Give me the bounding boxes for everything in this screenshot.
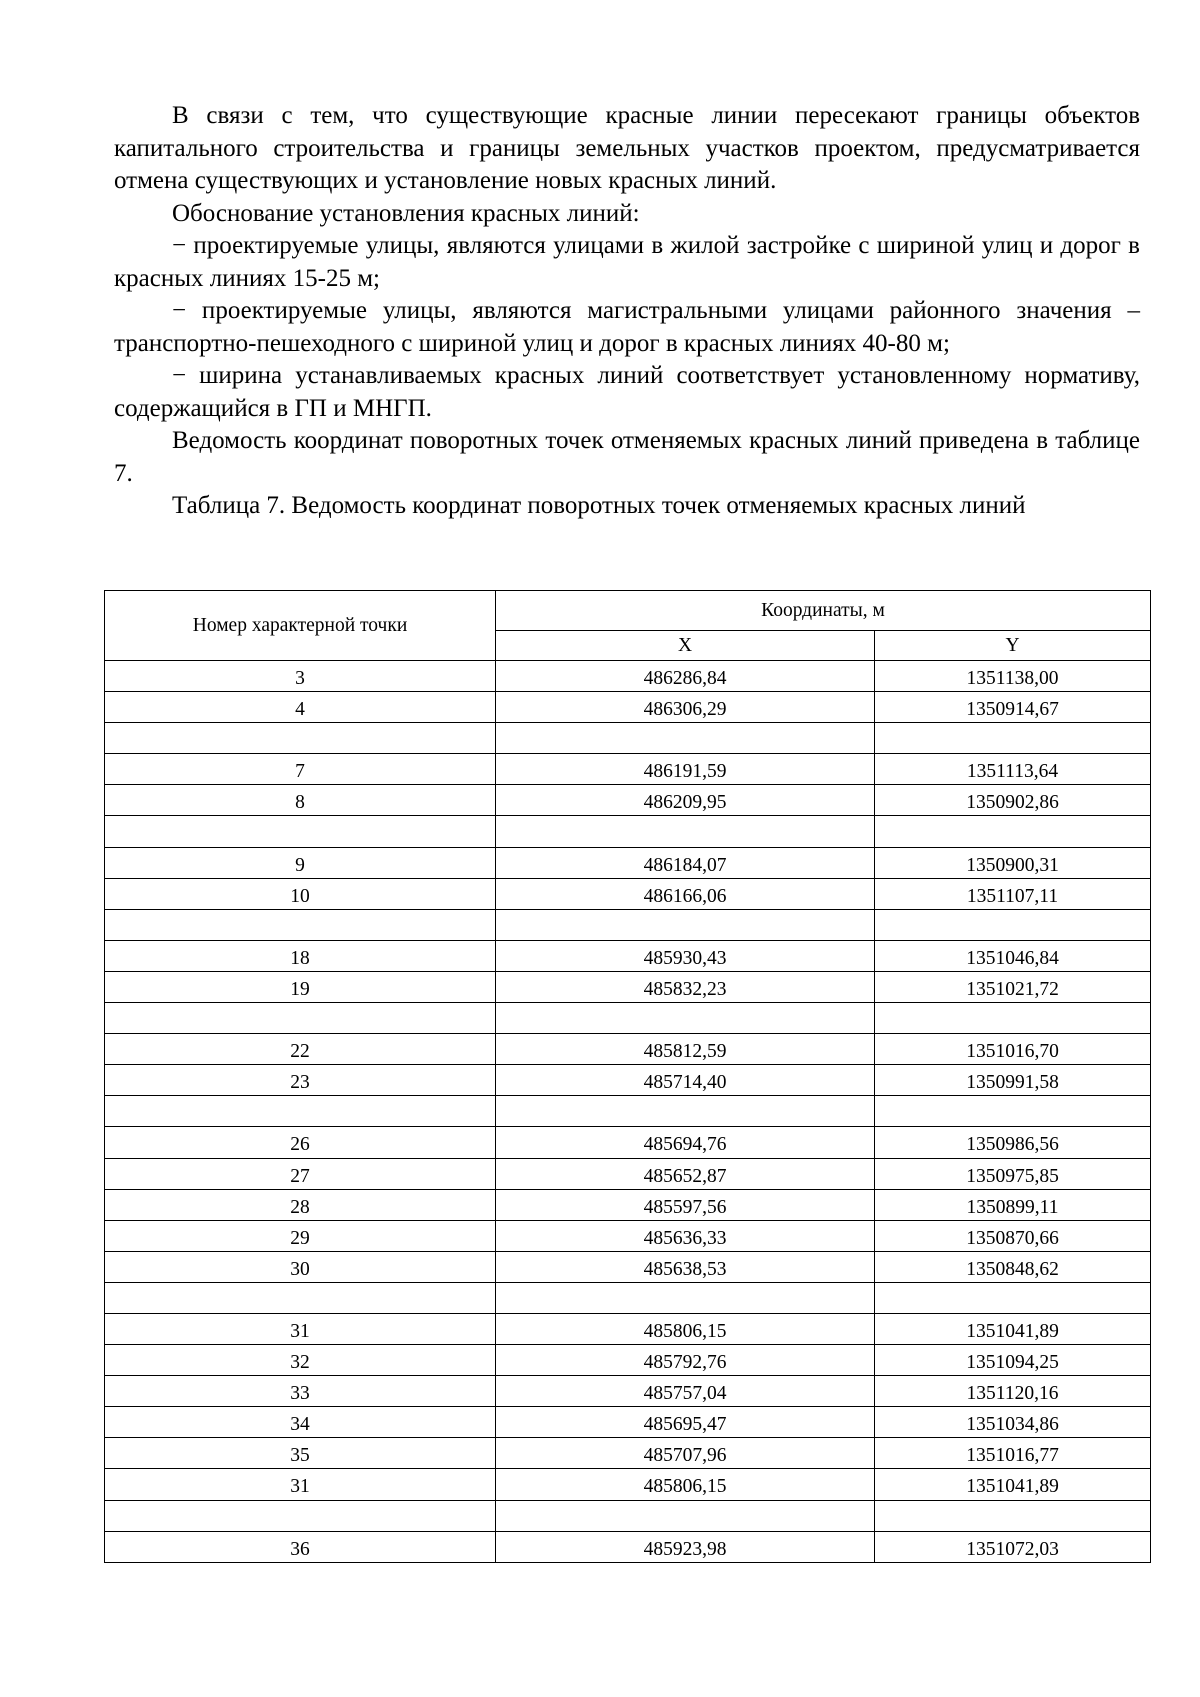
cell-point-number: 36 xyxy=(105,1531,496,1562)
table-row xyxy=(105,909,1151,940)
cell-point-number: 18 xyxy=(105,940,496,971)
cell-y: 1350914,67 xyxy=(875,692,1151,723)
cell-y: 1350899,11 xyxy=(875,1189,1151,1220)
cell-point-number: 33 xyxy=(105,1376,496,1407)
cell-y: 1351046,84 xyxy=(875,940,1151,971)
cell-x: 485792,76 xyxy=(496,1345,875,1376)
cell-y xyxy=(875,1096,1151,1127)
cell-x: 485694,76 xyxy=(496,1127,875,1158)
cell-y: 1351034,86 xyxy=(875,1407,1151,1438)
paragraph-item-residential: − проектируемые улицы, являются улицами в жилой застройке с шириной улиц и дорог в красных линиях 15-25 м; xyxy=(114,232,1140,292)
cell-point-number xyxy=(105,1282,496,1313)
table-row xyxy=(105,692,1151,723)
header-point-number: Номер характерной точки xyxy=(105,591,496,661)
table-row xyxy=(105,785,1151,816)
cell-x: 485636,33 xyxy=(496,1220,875,1251)
cell-x: 485812,59 xyxy=(496,1034,875,1065)
table-row xyxy=(105,971,1151,1002)
paragraph-justification-heading: Обоснование установления красных линий: xyxy=(172,199,640,227)
cell-x: 485806,15 xyxy=(496,1313,875,1344)
table-row xyxy=(105,1251,1151,1282)
cell-y: 1351041,89 xyxy=(875,1313,1151,1344)
cell-y xyxy=(875,1003,1151,1034)
table-row xyxy=(105,754,1151,785)
paragraph-intro: В связи с тем, что существующие красные линии пересекают границы объектов капитального строительства и границы земельных участков проектом, предусматривается отмена существующих и установление новых красных линий. xyxy=(114,102,1140,194)
cell-point-number: 26 xyxy=(105,1127,496,1158)
table-row xyxy=(105,816,1151,847)
cell-point-number xyxy=(105,1500,496,1531)
cell-y xyxy=(875,1282,1151,1313)
table-row xyxy=(105,1065,1151,1096)
cell-y: 1350986,56 xyxy=(875,1127,1151,1158)
table-row xyxy=(105,1345,1151,1376)
paragraph-item-arterial: − проектируемые улицы, являются магистральными улицами районного значения – транспортно-пешеходного с шириной улиц и дорог в красных линиях 40-80 м; xyxy=(114,297,1140,357)
cell-x: 485930,43 xyxy=(496,940,875,971)
cell-x xyxy=(496,1282,875,1313)
cell-y: 1351016,77 xyxy=(875,1438,1151,1469)
cell-point-number: 3 xyxy=(105,661,496,692)
table-row xyxy=(105,1438,1151,1469)
cell-x: 485597,56 xyxy=(496,1189,875,1220)
cell-point-number: 32 xyxy=(105,1345,496,1376)
cell-x: 485832,23 xyxy=(496,971,875,1002)
cell-y: 1351094,25 xyxy=(875,1345,1151,1376)
coordinates-table-wrapper xyxy=(104,590,1150,1563)
cell-x xyxy=(496,1500,875,1531)
cell-y: 1351113,64 xyxy=(875,754,1151,785)
table-row xyxy=(105,1189,1151,1220)
table-body xyxy=(105,661,1151,1563)
cell-x: 485652,87 xyxy=(496,1158,875,1189)
table-row xyxy=(105,1034,1151,1065)
cell-point-number: 23 xyxy=(105,1065,496,1096)
header-y: Y xyxy=(875,631,1151,661)
cell-x: 486209,95 xyxy=(496,785,875,816)
cell-x xyxy=(496,1096,875,1127)
cell-point-number xyxy=(105,909,496,940)
cell-x: 485714,40 xyxy=(496,1065,875,1096)
cell-x xyxy=(496,909,875,940)
cell-x: 485757,04 xyxy=(496,1376,875,1407)
cell-x: 485707,96 xyxy=(496,1438,875,1469)
cell-y xyxy=(875,723,1151,754)
cell-point-number: 19 xyxy=(105,971,496,1002)
cell-point-number xyxy=(105,1096,496,1127)
table-row xyxy=(105,1127,1151,1158)
table-row xyxy=(105,940,1151,971)
table-row xyxy=(105,1407,1151,1438)
table-row xyxy=(105,661,1151,692)
cell-point-number: 29 xyxy=(105,1220,496,1251)
cell-x xyxy=(496,1003,875,1034)
cell-y: 1350900,31 xyxy=(875,847,1151,878)
cell-y: 1350991,58 xyxy=(875,1065,1151,1096)
cell-point-number: 31 xyxy=(105,1469,496,1500)
table-row xyxy=(105,1096,1151,1127)
cell-x: 485806,15 xyxy=(496,1469,875,1500)
cell-y: 1350975,85 xyxy=(875,1158,1151,1189)
cell-point-number: 8 xyxy=(105,785,496,816)
cell-point-number: 28 xyxy=(105,1189,496,1220)
table-caption: Таблица 7. Ведомость координат поворотных точек отменяемых красных линий xyxy=(172,492,1026,519)
cell-y: 1351041,89 xyxy=(875,1469,1151,1500)
cell-x: 486191,59 xyxy=(496,754,875,785)
cell-y: 1350848,62 xyxy=(875,1251,1151,1282)
table-row xyxy=(105,1500,1151,1531)
paragraph-table-reference: Ведомость координат поворотных точек отменяемых красных линий приведена в таблице 7. xyxy=(114,427,1140,487)
body-text xyxy=(114,100,1140,523)
table-row xyxy=(105,847,1151,878)
paragraph-item-norm: − ширина устанавливаемых красных линий соответствует установленному нормативу, содержащийся в ГП и МНГП. xyxy=(114,362,1140,422)
cell-x: 486286,84 xyxy=(496,661,875,692)
cell-point-number: 35 xyxy=(105,1438,496,1469)
header-coordinates: Координаты, м xyxy=(496,591,1151,631)
table-row xyxy=(105,1158,1151,1189)
table-row xyxy=(105,1282,1151,1313)
cell-y: 1351107,11 xyxy=(875,878,1151,909)
cell-x: 486166,06 xyxy=(496,878,875,909)
cell-point-number: 9 xyxy=(105,847,496,878)
cell-x xyxy=(496,816,875,847)
cell-point-number: 10 xyxy=(105,878,496,909)
cell-x: 485923,98 xyxy=(496,1531,875,1562)
cell-point-number xyxy=(105,723,496,754)
cell-y: 1351072,03 xyxy=(875,1531,1151,1562)
cell-y xyxy=(875,1500,1151,1531)
cell-point-number: 31 xyxy=(105,1313,496,1344)
table-row xyxy=(105,1531,1151,1562)
cell-y: 1350870,66 xyxy=(875,1220,1151,1251)
table-row xyxy=(105,723,1151,754)
coordinates-table xyxy=(104,590,1151,1563)
cell-x: 486306,29 xyxy=(496,692,875,723)
header-x: X xyxy=(496,631,875,661)
table-row xyxy=(105,878,1151,909)
cell-point-number xyxy=(105,1003,496,1034)
cell-point-number: 22 xyxy=(105,1034,496,1065)
cell-y xyxy=(875,909,1151,940)
cell-point-number: 4 xyxy=(105,692,496,723)
cell-point-number xyxy=(105,816,496,847)
cell-point-number: 30 xyxy=(105,1251,496,1282)
cell-y: 1351138,00 xyxy=(875,661,1151,692)
cell-y: 1350902,86 xyxy=(875,785,1151,816)
table-row xyxy=(105,1313,1151,1344)
cell-y: 1351120,16 xyxy=(875,1376,1151,1407)
cell-x xyxy=(496,723,875,754)
cell-point-number: 34 xyxy=(105,1407,496,1438)
cell-y xyxy=(875,816,1151,847)
table-row xyxy=(105,1376,1151,1407)
cell-point-number: 7 xyxy=(105,754,496,785)
cell-x: 486184,07 xyxy=(496,847,875,878)
cell-x: 485695,47 xyxy=(496,1407,875,1438)
table-row xyxy=(105,1469,1151,1500)
table-row xyxy=(105,1220,1151,1251)
table-row xyxy=(105,1003,1151,1034)
cell-y: 1351016,70 xyxy=(875,1034,1151,1065)
cell-y: 1351021,72 xyxy=(875,971,1151,1002)
cell-point-number: 27 xyxy=(105,1158,496,1189)
cell-x: 485638,53 xyxy=(496,1251,875,1282)
